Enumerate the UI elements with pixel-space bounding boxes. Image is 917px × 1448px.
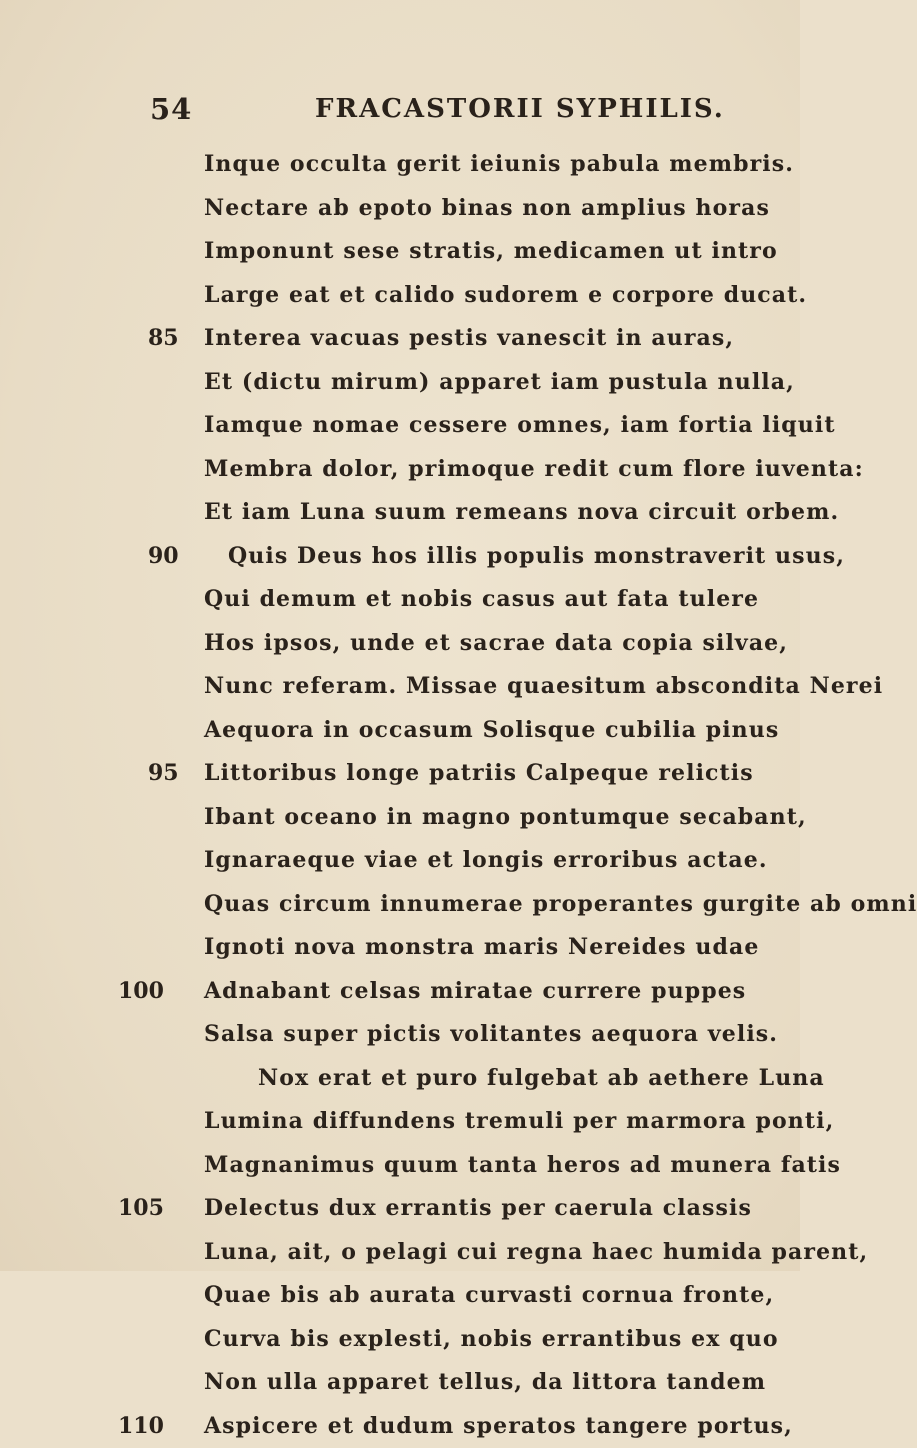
line-number: 100 bbox=[118, 970, 198, 1014]
line-text: Delectus dux errantis per caerula classis bbox=[204, 1187, 752, 1231]
verse-line bbox=[0, 665, 800, 709]
line-text: Large eat et calido sudorem e corpore ducat. bbox=[204, 274, 807, 318]
line-text: Qui demum et nobis casus aut fata tulere bbox=[204, 578, 759, 622]
verse-line bbox=[0, 317, 800, 361]
verse-line bbox=[0, 187, 800, 231]
verse-line bbox=[0, 752, 800, 796]
verse-line bbox=[0, 1057, 800, 1101]
verse-line bbox=[0, 839, 800, 883]
line-text: Inque occulta gerit ieiunis pabula membris. bbox=[204, 143, 794, 187]
verse-line bbox=[0, 1144, 800, 1188]
line-number: 95 bbox=[148, 752, 228, 796]
line-text: Nunc referam. Missae quaesitum abscondita Nerei bbox=[204, 665, 883, 709]
line-text: Imponunt sese stratis, medicamen ut intro bbox=[204, 230, 778, 274]
line-text: Littoribus longe patriis Calpeque relictis bbox=[204, 752, 754, 796]
line-text: Nectare ab epoto binas non amplius horas bbox=[204, 187, 770, 231]
line-text: Quis Deus hos illis populis monstraverit usus, bbox=[228, 535, 845, 579]
verse-block bbox=[0, 143, 800, 1448]
line-text: Hos ipsos, unde et sacrae data copia silvae, bbox=[204, 622, 788, 666]
verse-line bbox=[0, 404, 800, 448]
verse-line bbox=[0, 622, 800, 666]
verse-line bbox=[0, 535, 800, 579]
line-text: Aequora in occasum Solisque cubilia pinus bbox=[204, 709, 779, 753]
verse-line bbox=[0, 1405, 800, 1448]
verse-line bbox=[0, 1361, 800, 1405]
verse-line bbox=[0, 1187, 800, 1231]
line-number: 85 bbox=[148, 317, 228, 361]
verse-line bbox=[0, 970, 800, 1014]
line-text: Et iam Luna suum remeans nova circuit orbem. bbox=[204, 491, 839, 535]
line-text: Ignoti nova monstra maris Nereides udae bbox=[204, 926, 759, 970]
page-header bbox=[0, 92, 800, 132]
verse-line bbox=[0, 709, 800, 753]
line-text: Et (dictu mirum) apparet iam pustula nulla, bbox=[204, 361, 795, 405]
line-text: Adnabant celsas miratae currere puppes bbox=[204, 970, 746, 1014]
verse-line bbox=[0, 1318, 800, 1362]
running-head: FRACASTORII SYPHILIS. bbox=[315, 94, 725, 124]
line-text: Quae bis ab aurata curvasti cornua fronte, bbox=[204, 1274, 774, 1318]
line-text: Lumina diffundens tremuli per marmora ponti, bbox=[204, 1100, 834, 1144]
verse-line bbox=[0, 274, 800, 318]
verse-line bbox=[0, 361, 800, 405]
line-number: 105 bbox=[118, 1187, 198, 1231]
line-text: Ignaraeque viae et longis erroribus actae. bbox=[204, 839, 768, 883]
line-text: Luna, ait, o pelagi cui regna haec humida parent, bbox=[204, 1231, 868, 1275]
verse-line bbox=[0, 230, 800, 274]
line-number: 90 bbox=[148, 535, 228, 579]
line-text: Salsa super pictis volitantes aequora velis. bbox=[204, 1013, 778, 1057]
verse-line bbox=[0, 1013, 800, 1057]
line-text: Quas circum innumerae properantes gurgite ab omni bbox=[204, 883, 917, 927]
line-text: Curva bis explesti, nobis errantibus ex quo bbox=[204, 1318, 779, 1362]
verse-line bbox=[0, 448, 800, 492]
line-text: Magnanimus quum tanta heros ad munera fatis bbox=[204, 1144, 841, 1188]
verse-line bbox=[0, 1274, 800, 1318]
line-text: Ibant oceano in magno pontumque secabant, bbox=[204, 796, 807, 840]
line-text: Aspicere et dudum speratos tangere portus, bbox=[204, 1405, 793, 1448]
verse-line bbox=[0, 883, 800, 927]
verse-line bbox=[0, 926, 800, 970]
line-text: Interea vacuas pestis vanescit in auras, bbox=[204, 317, 734, 361]
line-text: Membra dolor, primoque redit cum flore iuventa: bbox=[204, 448, 864, 492]
line-text: Non ulla apparet tellus, da littora tandem bbox=[204, 1361, 766, 1405]
verse-line bbox=[0, 1100, 800, 1144]
verse-line bbox=[0, 796, 800, 840]
page-number: 54 bbox=[150, 92, 192, 126]
verse-line bbox=[0, 1231, 800, 1275]
verse-line bbox=[0, 491, 800, 535]
verse-line bbox=[0, 578, 800, 622]
verse-line bbox=[0, 143, 800, 187]
line-text: Nox erat et puro fulgebat ab aethere Luna bbox=[258, 1057, 825, 1101]
line-number: 110 bbox=[118, 1405, 198, 1448]
line-text: Iamque nomae cessere omnes, iam fortia liquit bbox=[204, 404, 836, 448]
